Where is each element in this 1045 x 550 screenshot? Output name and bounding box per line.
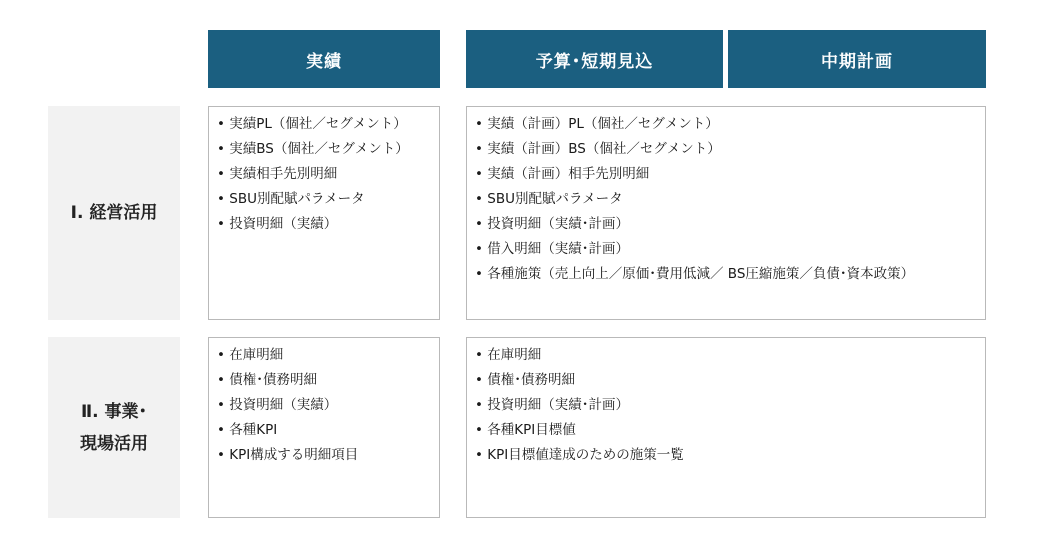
row-label-line2: 現場活用	[80, 433, 148, 454]
list-item: • 投資明細（実績）	[217, 393, 439, 418]
list-item: • 債権･債務明細	[475, 368, 985, 393]
actual-items-management	[208, 106, 440, 320]
list-item: • 各種施策（売上向上／原価･費用低減／ BS圧縮施策／負債･資本政策）	[475, 262, 985, 287]
list-item: • 実績（計画）BS（個社／セグメント）	[475, 137, 985, 162]
plan-items-operations	[466, 337, 986, 518]
list-item: • 投資明細（実績）	[217, 212, 439, 237]
row-label-line1: Ⅰ. 経営活用	[70, 203, 158, 223]
list-item: • 在庫明細	[475, 343, 985, 368]
actual-items-operations	[208, 337, 440, 518]
header-budget-forecast: 予算･短期見込	[466, 30, 723, 88]
list-item: • KPI目標値達成のための施策一覧	[475, 443, 985, 468]
list-item: • 借入明細（実績･計画）	[475, 237, 985, 262]
row-label-operations	[48, 337, 180, 518]
list-item: • 実績（計画）相手先別明細	[475, 162, 985, 187]
list-item: • KPI構成する明細項目	[217, 443, 439, 468]
list-item: • 実績相手先別明細	[217, 162, 439, 187]
list-item: • 実績BS（個社／セグメント）	[217, 137, 439, 162]
list-item: • 各種KPI	[217, 418, 439, 443]
list-item: • 投資明細（実績･計画）	[475, 212, 985, 237]
list-item: • SBU別配賦パラメータ	[217, 187, 439, 212]
list-item: • 在庫明細	[217, 343, 439, 368]
plan-items-management	[466, 106, 986, 320]
list-item: • 実績PL（個社／セグメント）	[217, 112, 439, 137]
row-label-line1: Ⅱ. 事業･	[80, 401, 148, 422]
list-item: • SBU別配賦パラメータ	[475, 187, 985, 212]
list-item: • 実績（計画）PL（個社／セグメント）	[475, 112, 985, 137]
list-item: • 債権･債務明細	[217, 368, 439, 393]
row-label-management	[48, 106, 180, 320]
header-actual: 実績	[208, 30, 440, 88]
list-item: • 投資明細（実績･計画）	[475, 393, 985, 418]
header-midterm-plan: 中期計画	[728, 30, 986, 88]
list-item: • 各種KPI目標値	[475, 418, 985, 443]
